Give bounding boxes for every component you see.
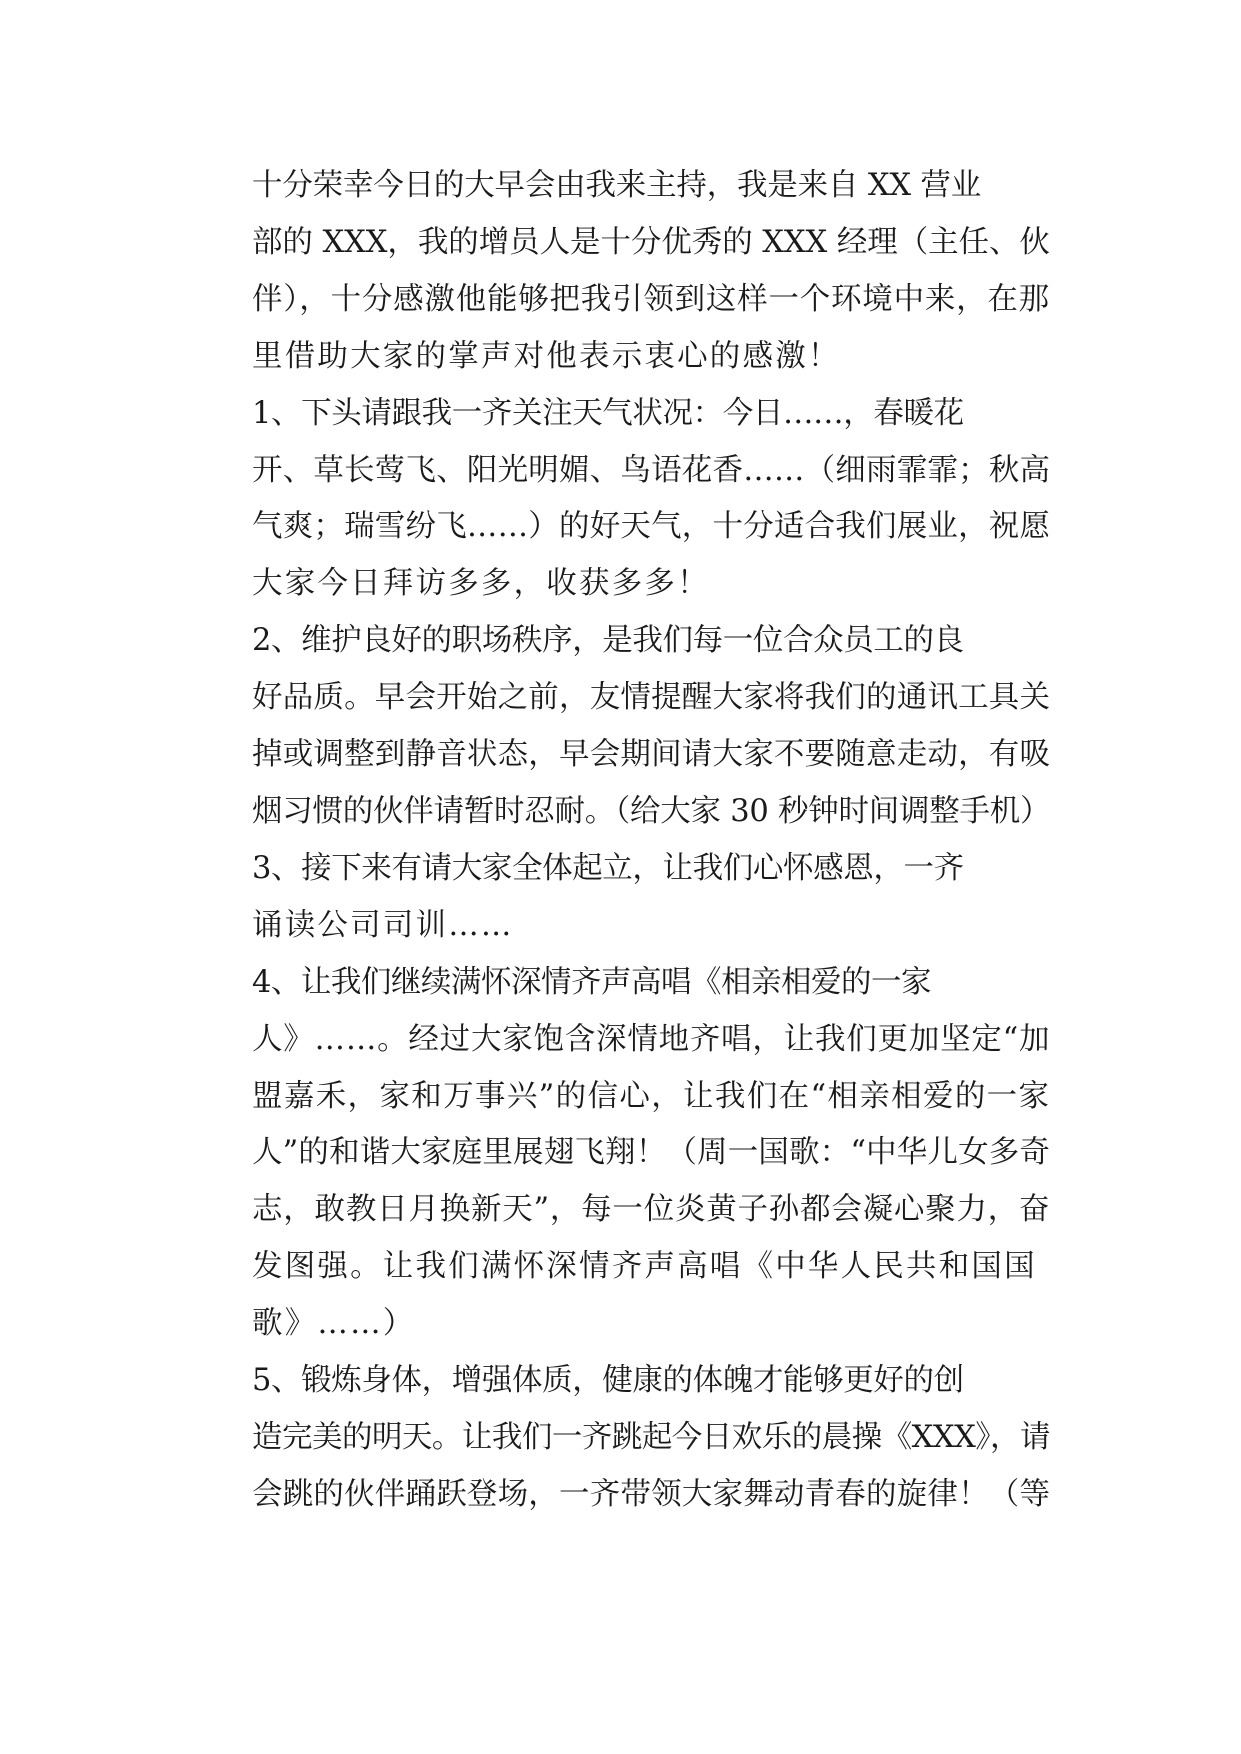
- text-line: 造完美的明天。让我们一齐跳起今日欢乐的晨操《XXX》，请: [252, 1419, 1050, 1455]
- text-line: 烟习惯的伙伴请暂时忍耐。（给大家 30 秒钟时间调整手机）: [252, 793, 1051, 829]
- text-line: 好品质。早会开始之前，友情提醒大家将我们的通讯工具关: [252, 680, 1051, 716]
- paragraph-item-2: [190, 613, 1050, 841]
- text-line: 3、接下来有请大家全体起立，让我们心怀感恩，一齐: [252, 850, 964, 886]
- document-body: [190, 158, 1050, 1524]
- text-line: 歌》……）: [252, 1306, 416, 1342]
- text-line: 志，敢教日月换新天”，每一位炎黄子孙都会凝心聚力，奋: [252, 1192, 1051, 1228]
- text-line: 掉或调整到静音状态，早会期间请大家不要随意走动，有吸: [252, 737, 1051, 773]
- text-line: 盟嘉禾，家和万事兴”的信心，让我们在“相亲相爱的一家: [252, 1078, 1051, 1114]
- text-line: 部的 XXX，我的增员人是十分优秀的 XXX 经理（主任、伙: [252, 224, 1050, 260]
- text-line: 气爽；瑞雪纷飞……）的好天气，十分适合我们展业，祝愿: [252, 509, 1051, 545]
- text-line: 4、让我们继续满怀深情齐声高唱《相亲相爱的一家: [252, 964, 932, 1000]
- text-line: 十分荣幸今日的大早会由我来主持，我是来自 XX 营业: [252, 168, 982, 203]
- text-line: 诵读公司司训……: [252, 907, 514, 943]
- paragraph-intro: [190, 158, 1050, 386]
- text-line: 人”的和谐大家庭里展翅飞翔！（周一国歌：“中华儿女多奇: [252, 1135, 1051, 1171]
- text-line: 5、锻炼身体，增强体质，健康的体魄才能够更好的创: [252, 1363, 964, 1399]
- paragraph-item-5: [190, 1353, 1050, 1524]
- text-line: 1、下头请跟我一齐关注天气状况：今日……，春暖花: [252, 395, 964, 431]
- text-line: 大家今日拜访多多，收获多多！: [252, 566, 710, 602]
- text-line: 人》……。经过大家饱含深情地齐唱，让我们更加坚定“加: [252, 1021, 1051, 1057]
- text-line: 发图强。让我们满怀深情齐声高唱《中华人民共和国国: [252, 1249, 1037, 1285]
- paragraph-item-1: [190, 386, 1050, 614]
- text-line: 里借助大家的掌声对他表示衷心的感激！: [252, 338, 841, 374]
- text-line: 2、维护良好的职场秩序，是我们每一位合众员工的良: [252, 623, 964, 659]
- text-line: 伴），十分感激他能够把我引领到这样一个环境中来，在那: [252, 281, 1050, 317]
- paragraph-item-3: [190, 841, 1050, 955]
- text-line: 开、草长莺飞、阳光明媚、鸟语花香……（细雨霏霏；秋高: [252, 452, 1051, 488]
- paragraph-item-4: [190, 955, 1050, 1353]
- text-line: 会跳的伙伴踊跃登场，一齐带领大家舞动青春的旋律！（等: [252, 1476, 1051, 1512]
